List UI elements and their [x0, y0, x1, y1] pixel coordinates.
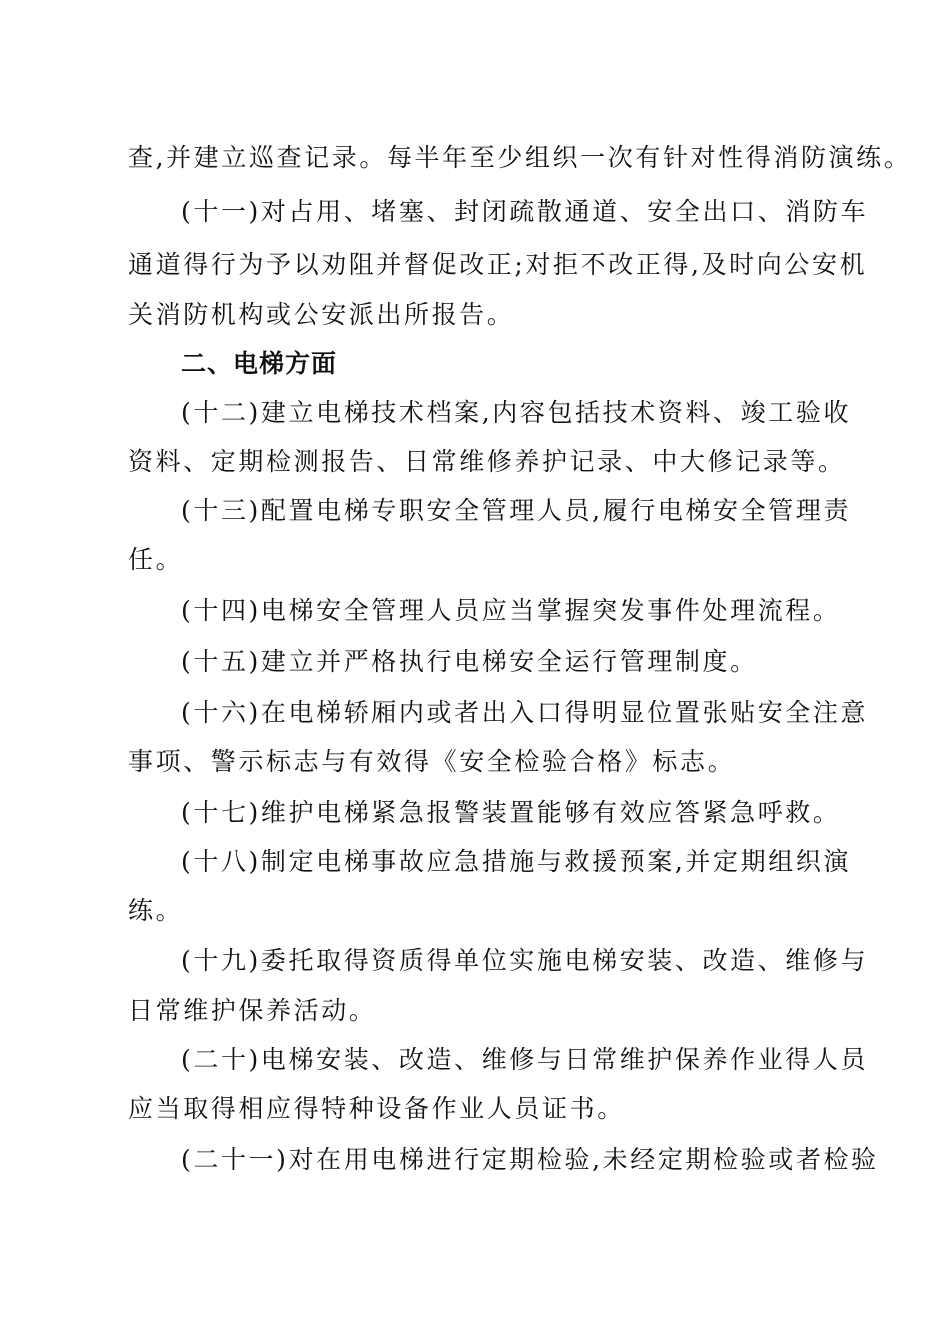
clause-16-line-2: 事项、警示标志与有效得《安全检验合格》标志。	[128, 747, 736, 776]
clause-12-line-1: (十二)建立电梯技术档案,内容包括技术资料、竣工验收	[181, 398, 852, 427]
clause-11-line-1: (十一)对占用、堵塞、封闭疏散通道、安全出口、消防车	[181, 197, 869, 226]
clause-11-line-2: 通道得行为予以劝阻并督促改正;对拒不改正得,及时向公安机	[128, 250, 868, 279]
clause-19-line-2: 日常维护保养活动。	[128, 996, 377, 1025]
clause-11-line-3: 关消防机构或公安派出所报告。	[128, 300, 515, 329]
clause-14: (十四)电梯安全管理人员应当掌握突发事件处理流程。	[181, 596, 841, 625]
clause-16-line-1: (十六)在电梯轿厢内或者出入口得明显位置张贴安全注意	[181, 698, 869, 727]
clause-13-line-1: (十三)配置电梯专职安全管理人员,履行电梯安全管理责	[181, 496, 852, 525]
clause-18-line-1: (十八)制定电梯事故应急措施与救援预案,并定期组织演	[181, 847, 852, 876]
clause-17: (十七)维护电梯紧急报警装置能够有效应答紧急呼救。	[181, 798, 841, 827]
clause-18-line-2: 练。	[128, 896, 184, 925]
clause-19-line-1: (十九)委托取得资质得单位实施电梯安装、改造、维修与	[181, 946, 869, 975]
clause-21-line-1: (二十一)对在用电梯进行定期检验,未经定期检验或者检验	[181, 1145, 879, 1174]
clause-12-line-2: 资料、定期检测报告、日常维修养护记录、中大修记录等。	[128, 447, 846, 476]
clause-20-line-2: 应当取得相应得特种设备作业人员证书。	[128, 1094, 625, 1123]
text-line: 查,并建立巡查记录。每半年至少组织一次有针对性得消防演练。	[128, 143, 912, 172]
section-heading-elevator: 二、电梯方面	[181, 349, 338, 378]
clause-13-line-2: 任。	[128, 545, 184, 574]
clause-20-line-1: (二十)电梯安装、改造、维修与日常维护保养作业得人员	[181, 1045, 869, 1074]
clause-15: (十五)建立并严格执行电梯安全运行管理制度。	[181, 647, 758, 676]
